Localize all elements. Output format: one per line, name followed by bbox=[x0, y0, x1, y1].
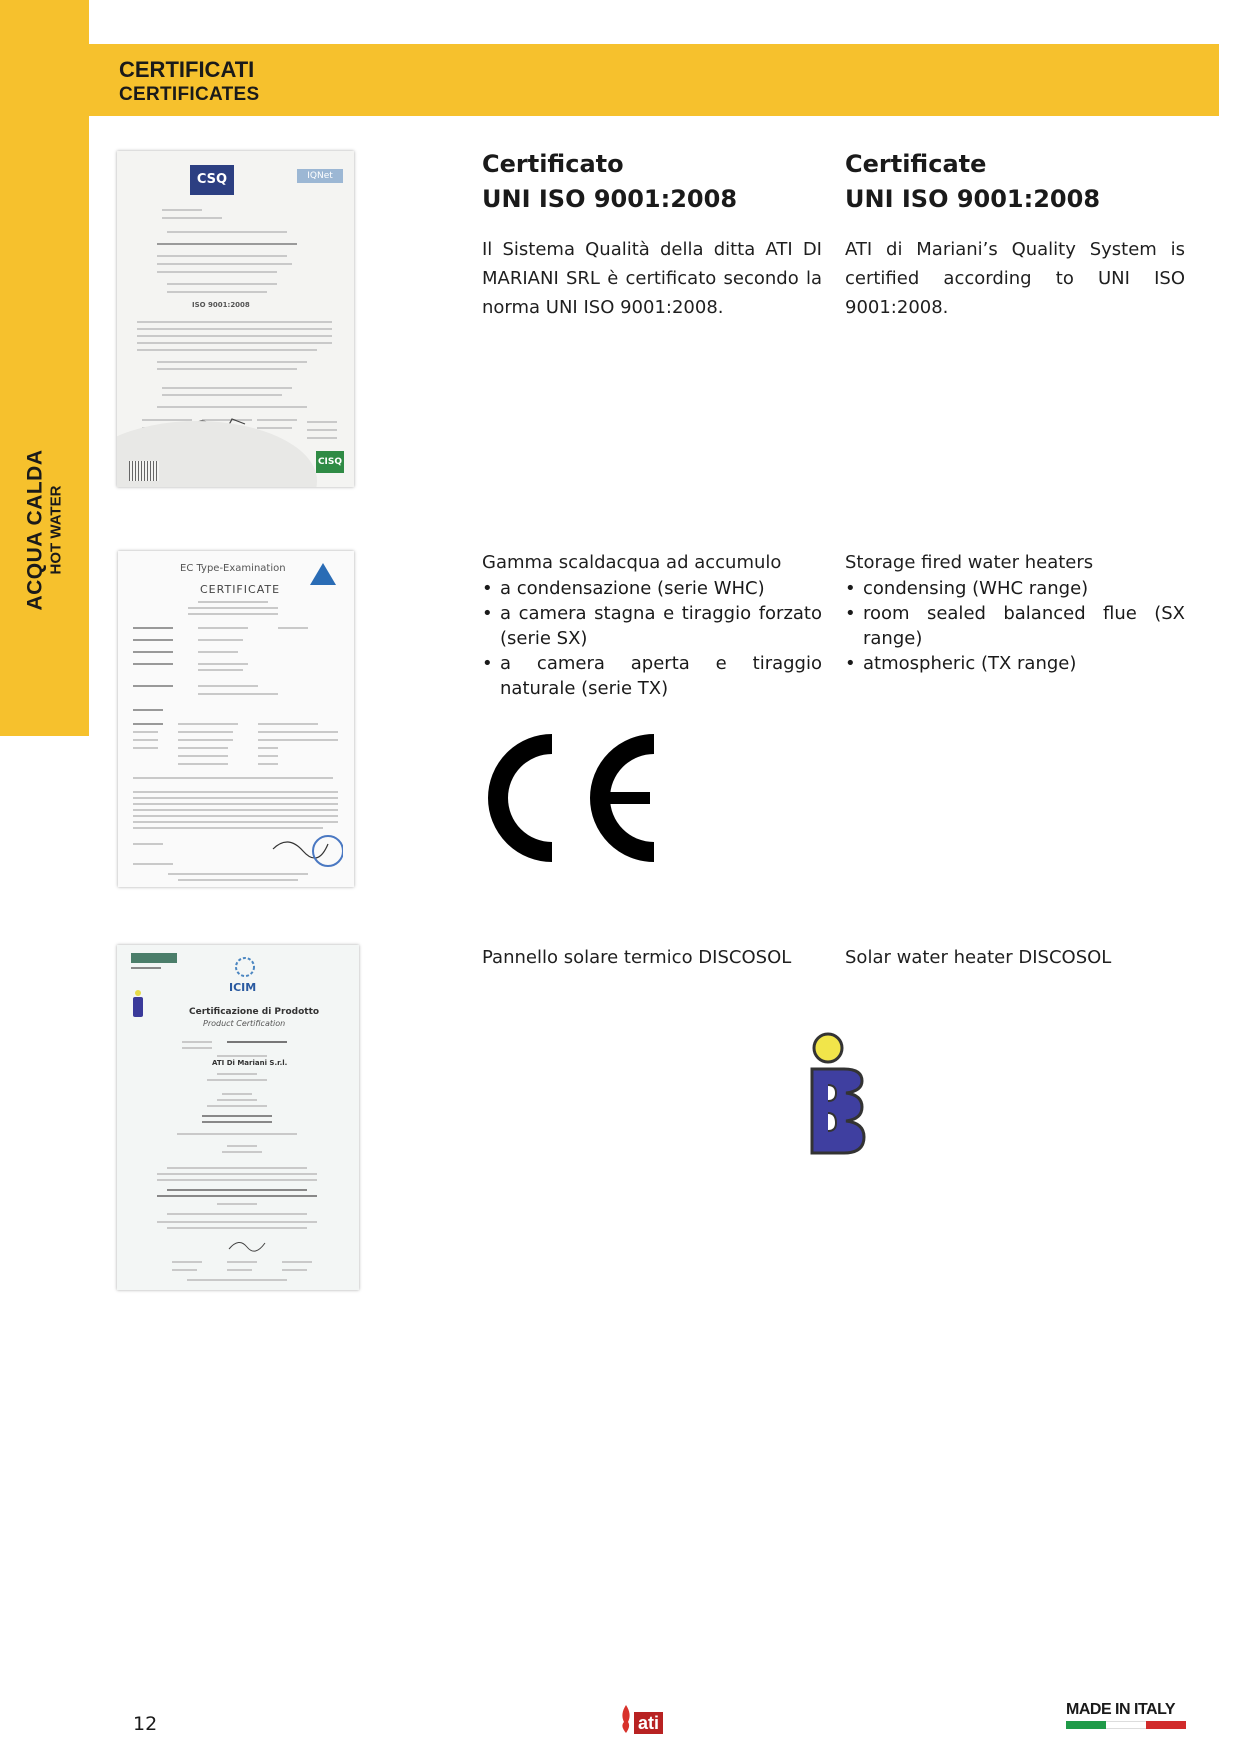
list-item: • room sealed balanced flue (SX range) bbox=[845, 601, 1185, 651]
ati-logo-text: ati bbox=[634, 1712, 663, 1734]
flag-green bbox=[1066, 1721, 1106, 1729]
list-item: • a camera aperta e tiraggio naturale (serie TX) bbox=[482, 651, 822, 701]
section-iso-it bbox=[482, 147, 822, 322]
iso-text-it: Il Sistema Qualità della ditta ATI DI MARIANI SRL è certificato secondo la norma UNI ISO 9001:2008. bbox=[482, 239, 822, 318]
page-subtitle: CERTIFICATES bbox=[119, 84, 260, 105]
page-number: 12 bbox=[133, 1713, 158, 1735]
icim-title-line1: Certificazione di Prodotto bbox=[189, 1007, 320, 1017]
section-solar-en bbox=[845, 945, 1185, 971]
barcode-stripe bbox=[129, 461, 159, 481]
iso-certificate-thumbnail bbox=[117, 151, 354, 487]
list-item: • condensing (WHC range) bbox=[845, 576, 1185, 601]
icim-signature-graphic bbox=[227, 1235, 267, 1253]
water-heaters-list-it bbox=[482, 576, 822, 701]
iso-standard-label: ISO 9001:2008 bbox=[192, 301, 250, 309]
ce-mark-icon bbox=[482, 734, 664, 862]
section-water-heaters-it bbox=[482, 550, 822, 701]
sidebar-label bbox=[25, 449, 64, 610]
flag-white bbox=[1106, 1721, 1146, 1729]
water-heaters-title-en: Storage fired water heaters bbox=[845, 552, 1094, 573]
icim-certificate-thumbnail bbox=[117, 945, 359, 1290]
page-title: CERTIFICATI bbox=[119, 57, 255, 82]
iso-heading-it-line1: Certificato bbox=[482, 150, 624, 178]
icim-title-line2: Product Certification bbox=[203, 1019, 286, 1028]
sidebar-subtitle: HOT WATER bbox=[47, 485, 65, 575]
solar-text-en: Solar water heater DISCOSOL bbox=[845, 947, 1112, 968]
iso-heading-en-line2: UNI ISO 9001:2008 bbox=[845, 185, 1101, 213]
section-iso-en bbox=[845, 147, 1185, 322]
csq-logo: CSQ bbox=[190, 165, 234, 195]
ati-logo bbox=[620, 1698, 663, 1734]
solar-text-it: Pannello solare termico DISCOSOL bbox=[482, 947, 792, 968]
cisq-logo: CISQ bbox=[316, 451, 344, 473]
accredia-badge bbox=[131, 953, 177, 963]
icim-logo-icon bbox=[225, 955, 265, 983]
ec-title-line2: CERTIFICATE bbox=[200, 583, 281, 596]
iso-heading-it-line2: UNI ISO 9001:2008 bbox=[482, 185, 738, 213]
water-heaters-list-en bbox=[845, 576, 1185, 676]
sidebar-band bbox=[0, 0, 89, 736]
ec-certificate-thumbnail bbox=[118, 551, 354, 887]
solar-keymark-icon bbox=[806, 1031, 870, 1157]
list-item: • a camera stagna e tiraggio forzato (serie SX) bbox=[482, 601, 822, 651]
flag-red bbox=[1146, 1721, 1186, 1729]
icim-company-name: ATI Di Mariani S.r.l. bbox=[212, 1059, 288, 1067]
keymark-small-icon bbox=[131, 989, 145, 1019]
ec-stamp-graphic bbox=[268, 829, 343, 869]
iqnet-logo: IQNet bbox=[297, 169, 343, 183]
section-solar-it bbox=[482, 945, 822, 971]
water-heaters-title-it: Gamma scaldacqua ad accumulo bbox=[482, 552, 782, 573]
header-bar bbox=[89, 44, 1219, 116]
list-item: • atmospheric (TX range) bbox=[845, 651, 1185, 676]
italian-flag-stripe bbox=[1066, 1721, 1186, 1729]
flame-icon bbox=[620, 1704, 632, 1734]
icim-brand-label: ICIM bbox=[229, 981, 257, 994]
section-water-heaters-en bbox=[845, 550, 1185, 676]
tuv-logo bbox=[308, 561, 338, 589]
list-item: • a condensazione (serie WHC) bbox=[482, 576, 822, 601]
made-in-italy-label: MADE IN ITALY bbox=[1066, 1701, 1176, 1718]
iso-heading-en-line1: Certificate bbox=[845, 150, 987, 178]
ec-title-line1: EC Type-Examination bbox=[180, 563, 286, 574]
sidebar-title: ACQUA CALDA bbox=[23, 449, 47, 611]
iso-text-en: ATI di Mariani’s Quality System is certified according to UNI ISO 9001:2008. bbox=[845, 239, 1185, 318]
